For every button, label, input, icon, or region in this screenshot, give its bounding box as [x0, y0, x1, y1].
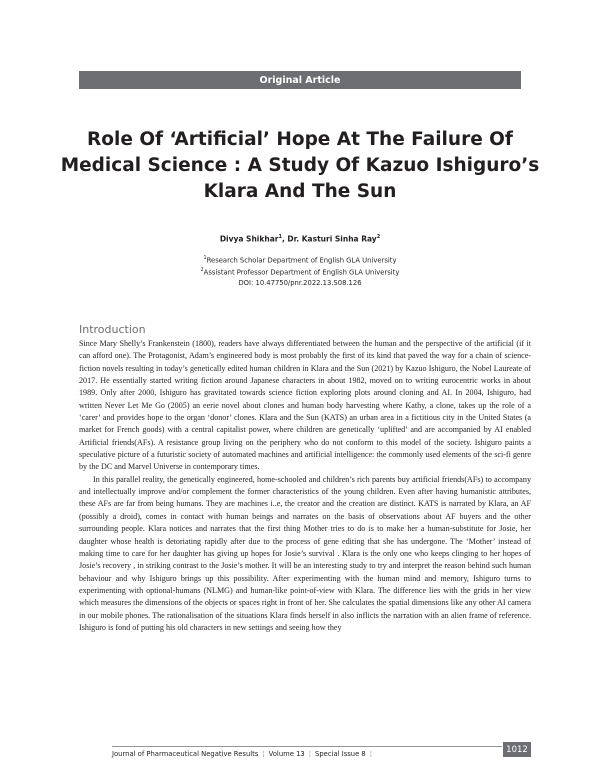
journal-name: Journal of Pharmaceutical Negative Results [112, 749, 259, 758]
affiliation-marker: 2 [200, 267, 204, 273]
affiliation-line [100, 266, 500, 278]
body-paragraph: Since Mary Shelly’s Frankenstein (1800), readers have always differentiated between the human and the perspective of the artificial (if it can afford one). The Protagonist, Adam’s engineered body is most probably the first of its kind that paved the way for a chain of science-fiction novels resulting in today’s genetically edited human children in Klara and the Sun (2021) by Kazuo Ishiguro, the Nobel Laureate of 2017. He essentially started writing fiction around Japanese characters in about 1982, moved on to writing eurocentric works in about 1989. Only after 2000, Ishiguro has gravitated towards science fiction exploring plots around cloning and AI. In 2004, Ishiguro, had written Never Let Me Go (2005) an eerie novel about clones and human body harvesting where Kathy, a clone, takes up the role of a ‘carer’ and provides hope to the organ ‘donor’ clones. Klara and the Sun (KATS) an urban area in a fictitious city in the United States (a market for French goods) with a central capitalist power, where children are genetically ‘uplifted’ and are accompanied by AI enabled Artificial friends(AFs). A resistance group living on the periphery who do not conform to this model of the society. Ishiguro paints a speculative picture of a futuristic society of automated machines and artificial intelligence: the commonly used elements of the sci-fi genre by the DC and Marvel Universe in contemporary times. [79, 339, 531, 472]
body-paragraph: In this parallel reality, the genetically engineered, home-schooled and children’s rich parents buy artificial friends(AFs) to accompany and intellectually improve and/or complement the former characteristics of the young children. Even after having humanistic attributes, these AFs are far from being humans. They are machines i..e, the creator and the creation are distinct. KATS is narrated by Klara, an AF (possibly a droid), comes in contact with human beings and narrates on the basis of observations about AF buyers and the other surrounding people. Klara notices and narrates that the first thing Mother tries to do is to make her a human-substitute for Josie, her daughter whose health is detoriating rapidly after due to the process of gene editing that she has undergone. The ‘Mother’ instead of making time to care for her daughter has giving up hopes for Josie’s survival . Klara is the only one who keeps clinging to her hopes of Josie’s recovery , in striking contrast to the Josie’s mother. It will be an interesting study to try and interpret the reason behind such human behaviour and why Ishiguro brings up this possibility. After experimenting with the human mind and memory, Ishiguro turns to experimenting with optional-humans (NLMG) and human-like point-of-view with Klara. The difference lies with the grids in her view which measures the dimensions of the objects or spaces right in front of her. She calculates the spatial dimensions like any other AI camera in our mobile phones. The rationalisation of the situations Klara finds herself in also inflicts the narration with an alien frame of reference. Ishiguro is fond of putting his old characters in new settings and seeing how they [79, 474, 531, 632]
author-marker: 2 [376, 234, 381, 240]
author-separator: , [281, 234, 288, 244]
affiliation-text: Research Scholar Department of English GLA University [206, 256, 397, 265]
page-number: 1012 [506, 744, 528, 755]
author-marker: 1 [278, 234, 282, 240]
author-name: Divya Shikhar [219, 234, 279, 244]
affiliations [100, 254, 500, 288]
journal-footer [112, 746, 502, 760]
doi: DOI: 10.47750/pnr.2022.13.S08.126 [238, 278, 362, 287]
affiliation-line [100, 254, 500, 266]
affiliation-marker: 1 [203, 256, 207, 261]
footer-separator: ¦ [262, 749, 265, 758]
article-type-banner [79, 71, 521, 89]
article-type-label: Original Article [259, 74, 341, 86]
affiliation-text: Assistant Professor Department of English GLA University [203, 268, 400, 277]
journal-volume: Volume 13 [268, 749, 305, 758]
footer-separator: ¦ [369, 749, 373, 758]
footer-separator: ¦ [308, 749, 312, 758]
page-number-box [503, 742, 531, 757]
article-title: Role Of ‘Artificial’ Hope At The Failure Of Medical Science : A Study Of Kazuo Ishiguro’s Klara And The Sun [60, 129, 540, 202]
author-line [100, 234, 500, 244]
author-name: Dr. Kasturi Sinha Ray [287, 234, 377, 244]
journal-issue: Special Issue 8 [315, 749, 366, 758]
introduction-body [79, 338, 531, 634]
introduction-heading: Introduction [79, 323, 146, 336]
